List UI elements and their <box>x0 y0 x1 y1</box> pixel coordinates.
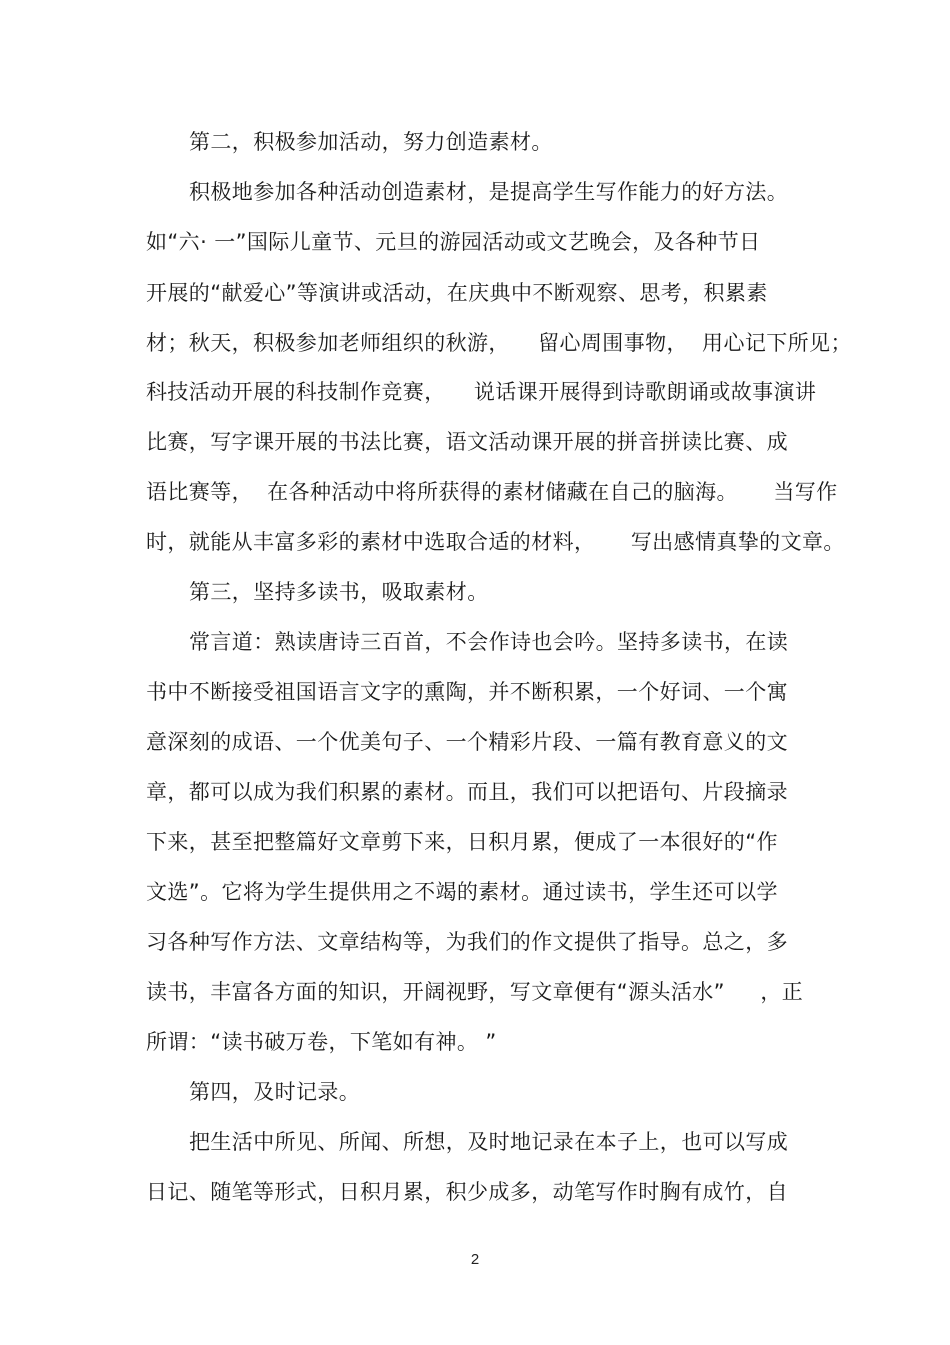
paragraph-line: 如“六· 一”国际儿童节、元旦的游园活动或文艺晚会，及各种节日 <box>146 230 761 254</box>
paragraph-line: 读书，丰富各方面的知识，开阔视野，写文章便有“源头活水” ，正 <box>146 980 804 1004</box>
paragraph-line: 科技活动开展的科技制作竞赛， 说话课开展得到诗歌朗诵或故事演讲 <box>146 380 817 404</box>
paragraph-line: 章，都可以成为我们积累的素材。而且，我们可以把语句、片段摘录 <box>146 780 788 804</box>
paragraph-line: 书中不断接受祖国语言文字的熏陶，并不断积累，一个好词、一个寓 <box>146 680 788 704</box>
paragraph-line: 积极地参加各种活动创造素材，是提高学生写作能力的好方法。 <box>189 180 789 204</box>
paragraph-line: 下来，甚至把整篇好文章剪下来，日积月累，便成了一本很好的“作 <box>146 830 778 854</box>
page-number: 2 <box>470 1251 480 1268</box>
paragraph-line: 文选”。它将为学生提供用之不竭的素材。通过读书，学生还可以学 <box>146 880 778 904</box>
paragraph-line: 语比赛等， 在各种活动中将所获得的素材储藏在自己的脑海。 当写作 <box>146 480 838 504</box>
paragraph-line: 时，就能从丰富多彩的素材中选取合适的材料， 写出感情真挚的文章。 <box>146 530 845 554</box>
paragraph-line: 所谓：“读书破万卷，下笔如有神。 ” <box>146 1030 497 1054</box>
paragraph-line: 习各种写作方法、文章结构等，为我们的作文提供了指导。总之，多 <box>146 930 788 954</box>
paragraph-line: 比赛，写字课开展的书法比赛，语文活动课开展的拼音拼读比赛、成 <box>146 430 788 454</box>
heading-third: 第三，坚持多读书，吸取素材。 <box>189 580 489 604</box>
paragraph-line: 把生活中所见、所闻、所想，及时地记录在本子上，也可以写成 <box>189 1130 789 1154</box>
paragraph-line: 开展的“献爱心”等演讲或活动，在庆典中不断观察、思考，积累素 <box>146 281 768 305</box>
paragraph-line: 材；秋天，积极参加老师组织的秋游， 留心周围事物， 用心记下所见； <box>146 331 852 355</box>
heading-second: 第二，积极参加活动，努力创造素材。 <box>189 130 553 154</box>
paragraph-line: 日记、随笔等形式，日积月累，积少成多，动笔写作时胸有成竹，自 <box>146 1180 788 1204</box>
paragraph-line: 意深刻的成语、一个优美句子、一个精彩片段、一篇有教育意义的文 <box>146 730 788 754</box>
paragraph-line: 常言道：熟读唐诗三百首，不会作诗也会吟。坚持多读书，在读 <box>189 630 789 654</box>
heading-fourth: 第四，及时记录。 <box>189 1080 361 1104</box>
